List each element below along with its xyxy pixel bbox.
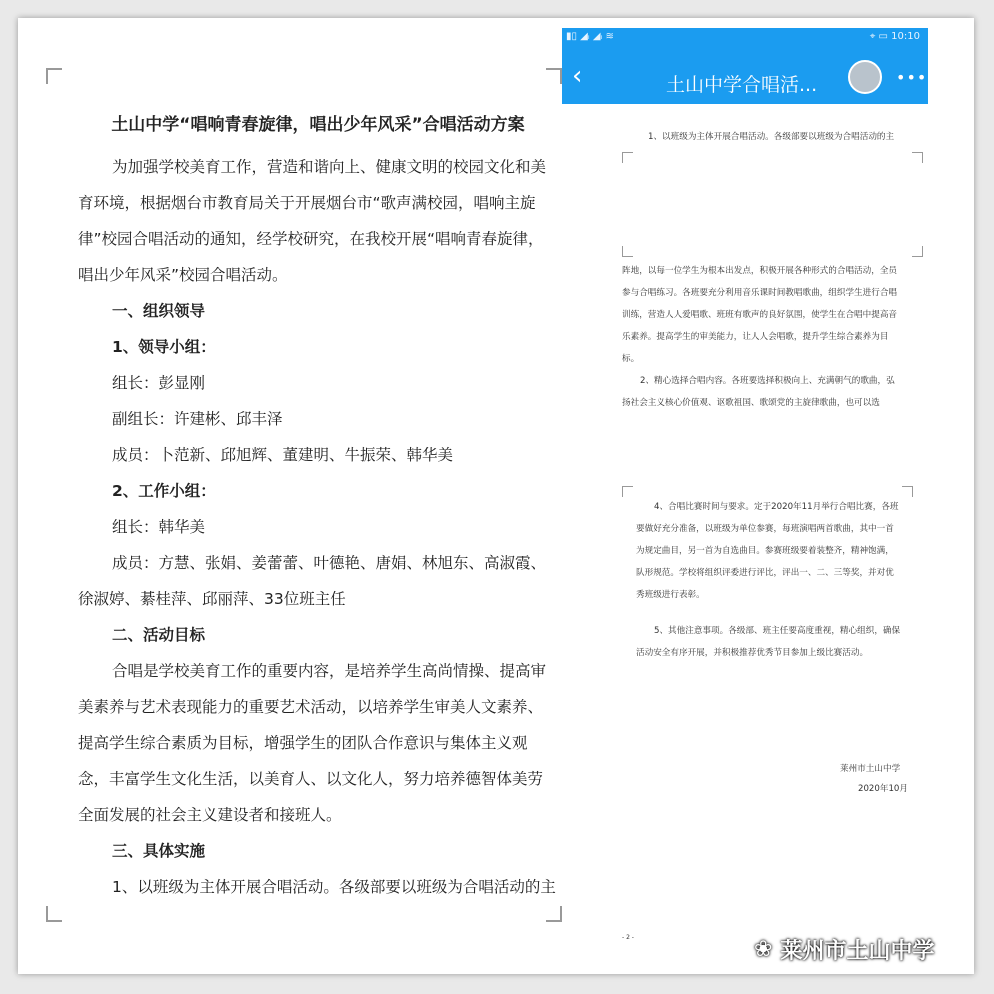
- members-line: 成员：方慧、张娟、姜蕾蕾、叶德艳、唐娟、林旭东、高淑霞、徐淑婷、綦桂萍、邱丽萍、33位班主任: [78, 554, 547, 608]
- crop-mark: [622, 246, 633, 257]
- crop-mark: [546, 68, 562, 84]
- status-clock: ⌖ ▭ 10:10: [869, 31, 920, 42]
- section-heading: 一、组织领导: [112, 302, 206, 320]
- section-heading: 二、活动目标: [112, 626, 206, 644]
- back-arrow-icon[interactable]: ‹: [572, 61, 583, 91]
- app-header: [562, 28, 928, 104]
- status-bar: [566, 31, 920, 45]
- watermark-text: 莱州市土山中学: [780, 939, 935, 964]
- more-icon[interactable]: •••: [896, 68, 928, 87]
- crop-mark: [622, 152, 633, 163]
- crop-mark: [902, 486, 913, 497]
- signature-school: 莱州市土山中学: [840, 764, 901, 774]
- implementation-line: 1、以班级为主体开展合唱活动。各级部要以班级为合唱活动的主: [112, 878, 556, 896]
- subsection-heading: 2、工作小组：: [112, 482, 216, 500]
- section-heading: 三、具体实施: [112, 842, 206, 860]
- goal-paragraph: 合唱是学校美育工作的重要内容，是培养学生高尚情操、提高审美素养与艺术表现能力的重要艺术活动，以培养学生审美人文素养、提高学生综合素质为目标，增强学生的团队合作意识与集体主义观念，丰富学生文化生活，以美育人、以文化人，努力培养德智体美劳全面发展的社会主义建设者和接班人。: [78, 662, 547, 824]
- document-page: [78, 110, 558, 905]
- crop-mark: [46, 906, 62, 922]
- crop-mark: [912, 152, 923, 163]
- leader-line: 组长：韩华美: [112, 518, 206, 536]
- phone-screenshot: [562, 28, 928, 946]
- page-number: - 2 -: [622, 934, 634, 941]
- intro-paragraph: 为加强学校美育工作，营造和谐向上、健康文明的校园文化和美育环境，根据烟台市教育局关于开展烟台市“歌声满校园，唱响主旋律”校园合唱活动的通知，经学校研究，在我校开展“唱响青春旋律，唱出少年风采”校园合唱活动。: [78, 158, 547, 284]
- crop-mark: [546, 906, 562, 922]
- page-text-line: 1、以班级为主体开展合唱活动。各级部要以班级为合唱活动的主: [648, 132, 895, 142]
- page-paragraph: 阵地，以每一位学生为根本出发点，积极开展各种形式的合唱活动，全员参与合唱练习。各班要充分利用音乐课时间教唱歌曲，组织学生进行合唱训练，营造人人爱唱歌、班班有歌声的良好氛围，使学生在合唱中提高音乐素养。提高学生的审美能力，让人人会唱歌，提升学生综合素养为目标。: [622, 266, 898, 364]
- page-paragraph: 2、精心选择合唱内容。各班要选择积极向上、充满朝气的歌曲，弘扬社会主义核心价值观、讴歌祖国、歌颂党的主旋律歌曲，也可以选: [622, 376, 895, 408]
- page-paragraph: 5、其他注意事项。各级部、班主任要高度重视，精心组织，确保活动安全有序开展，并积极推荐优秀节目参加上级比赛活动。: [636, 626, 901, 658]
- crop-mark: [46, 68, 62, 84]
- wechat-icon: ❀: [754, 937, 773, 962]
- page-paragraph: 4、合唱比赛时间与要求。定于2020年11月举行合唱比赛，各班要做好充分准备，以班级为单位参赛，每班演唱两首歌曲，其中一首为规定曲目，另一首为自选曲目。参赛班级要着装整齐，精神饱满，队形规范。学校将组织评委进行评比，评出一、二、三等奖，并对优秀班级进行表彰。: [636, 502, 899, 600]
- members-line: 成员：卜范新、邱旭辉、董建明、牛振荣、韩华美: [112, 446, 454, 464]
- article-title: 土山中学合唱活...: [666, 74, 818, 96]
- subsection-heading: 1、领导小组：: [112, 338, 216, 356]
- crop-mark: [622, 486, 633, 497]
- leader-line: 组长：彭显刚: [112, 374, 206, 392]
- vice-leader-line: 副组长：许建彬、邱丰泽: [112, 410, 283, 428]
- avatar[interactable]: [848, 60, 882, 94]
- account-watermark: [754, 934, 934, 965]
- document-title: 土山中学“唱响青春旋律，唱出少年风采”合唱活动方案: [111, 115, 525, 135]
- signature-date: 2020年10月: [858, 784, 908, 794]
- signal-icons: ▮▯ ◢ᵢ ◢ᵢ ≋: [566, 31, 614, 42]
- crop-mark: [912, 246, 923, 257]
